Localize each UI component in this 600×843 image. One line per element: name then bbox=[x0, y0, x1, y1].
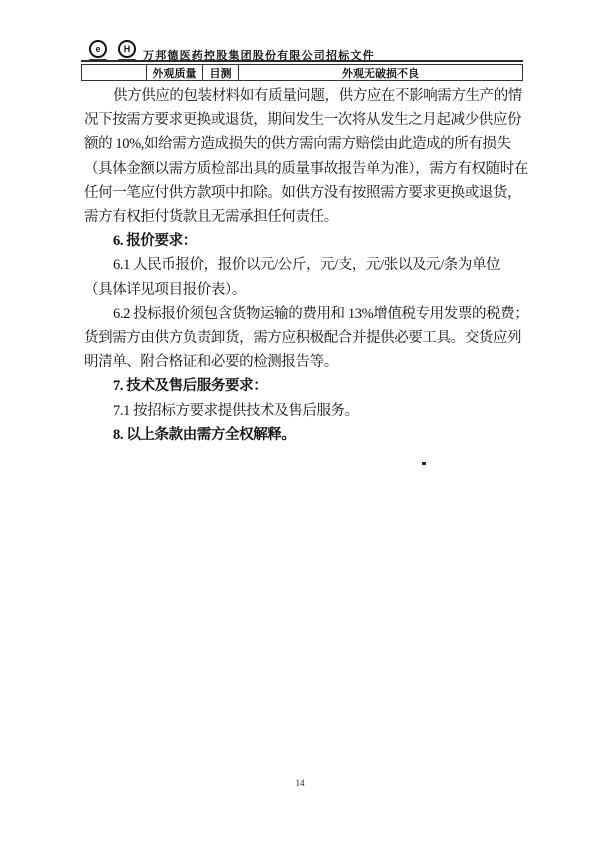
body-heading: 7. 技术及售后服务要求： bbox=[113, 378, 268, 395]
spec-table-row bbox=[81, 64, 523, 81]
page-number: 14 bbox=[295, 778, 305, 788]
body-line: 货到需方由供方负责卸货，需方应积极配合并提供必要工具。交货应列 bbox=[84, 330, 522, 347]
body-line: 任何一笔应付供方款项中扣除。如供方没有按照需方要求更换或退货， bbox=[84, 184, 522, 201]
body-line: 6.1 人民币报价，报价以元/公斤，元/支，元/张以及元/条为单位 bbox=[113, 257, 501, 274]
body-line: 需方有权拒付货款且无需承担任何责任。 bbox=[84, 209, 338, 226]
body-heading: 8. 以上条款由需方全权解释。 bbox=[113, 426, 296, 443]
swirl-circle-logo-icon bbox=[88, 40, 108, 62]
body-heading: 6. 报价要求： bbox=[113, 233, 197, 250]
spec-cell-item: 外观质量 bbox=[147, 65, 203, 80]
body-line: 额的 10%,如给需方造成损失的供方需向需方赔偿由此造成的所有损失 bbox=[84, 136, 511, 153]
h-circle-logo-icon bbox=[117, 40, 137, 62]
body-line: 供方供应的包装材料如有质量问题，供方应在不影响需方生产的情 bbox=[113, 88, 522, 104]
document-header-title: 万邦德医药控股集团股份有限公司招标文件 bbox=[143, 50, 375, 62]
spec-cell-method: 目测 bbox=[203, 65, 239, 80]
scan-speck bbox=[422, 462, 426, 465]
body-line: 6.2 投标报价须包含货物运输的费用和 13%增值税专用发票的税费； bbox=[113, 305, 529, 322]
body-line: 明清单、附合格证和必要的检测报告等。 bbox=[84, 354, 338, 371]
company-logos bbox=[88, 40, 137, 62]
body-text bbox=[84, 84, 529, 447]
h-glyph: H bbox=[118, 40, 136, 58]
body-line: 况下按需方要求更换或退货，期间发生一次将从发生之月起减少供应份 bbox=[84, 112, 522, 129]
body-line: （具体详见项目报价表）。 bbox=[84, 281, 246, 298]
body-line: 7.1 按招标方要求提供技术及售后服务。 bbox=[113, 402, 359, 419]
body-line: （具体金额以需方质检部出具的质量事故报告单为准），需方有权随时在 bbox=[84, 160, 528, 177]
spec-cell-empty bbox=[82, 65, 147, 80]
swirl-glyph: e bbox=[89, 40, 107, 58]
header-divider bbox=[81, 60, 523, 62]
spec-cell-standard: 外观无破损不良 bbox=[342, 67, 419, 80]
